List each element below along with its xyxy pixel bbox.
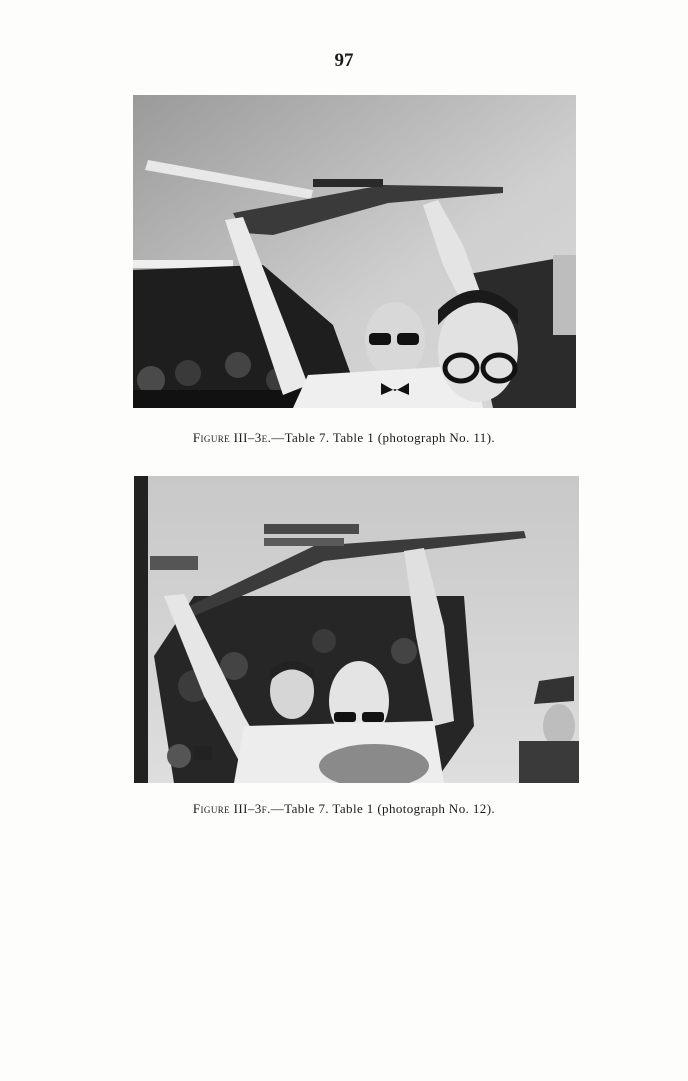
figure-label: Figure III–3f. xyxy=(192,801,271,816)
photograph-no-11 xyxy=(133,95,576,408)
figure-caption xyxy=(0,801,688,817)
figure-caption-text: —Table 7. Table 1 (photograph No. 11). xyxy=(271,430,496,445)
photograph-no-12 xyxy=(134,476,579,783)
figure-label: Figure III–3e. xyxy=(192,430,272,445)
figure-caption xyxy=(0,430,688,446)
page-number: 97 xyxy=(334,50,354,71)
figure-caption-text: —Table 7. Table 1 (photograph No. 12). xyxy=(270,801,496,816)
